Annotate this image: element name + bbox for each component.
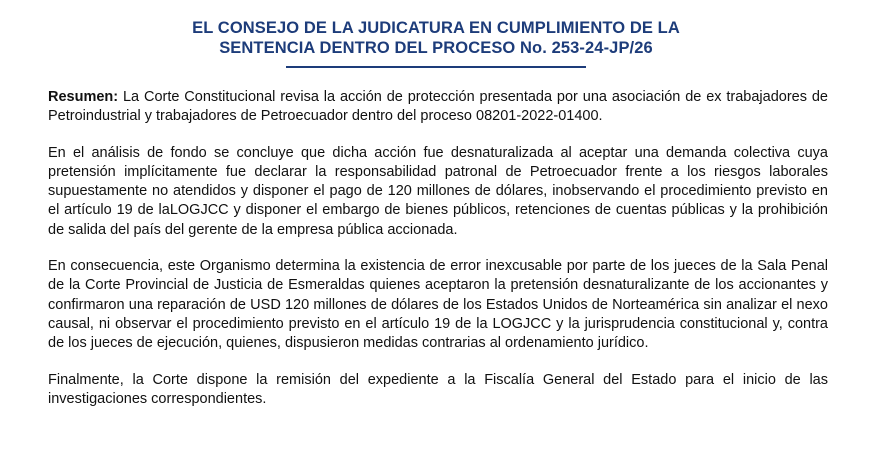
title-line-1: EL CONSEJO DE LA JUDICATURA EN CUMPLIMIENTO DE LA [192, 19, 680, 37]
title-line-2: SENTENCIA DENTRO DEL PROCESO No. 253-24-JP/26 [219, 39, 653, 57]
document-body [48, 88, 828, 426]
summary-paragraph [48, 88, 828, 127]
summary-label: Resumen: [48, 89, 119, 105]
analysis-paragraph: En el análisis de fondo se concluye que dicha acción fue desnaturalizada al aceptar una demanda colectiva cuya pretensión implícitamente fue declarar la responsabilidad patronal de Petroecuador frente a los riesgos laborales supuestamente no atendidos y disponer el pago de 120 millones de dólares, inobservando el procedimiento previsto en el artículo 19 de laLOGJCC y disponer el embargo de bienes públicos, retenciones de cuentas públicas y la prohibición de salida del país del gerente de la empresa pública accionada. [48, 144, 828, 238]
summary-text: La Corte Constitucional revisa la acción de protección presentada por una asociación de ex trabajadores de Petroindustrial y trabajadores de Petroecuador dentro del proceso 08201-2022-01400. [48, 89, 828, 125]
conclusion-paragraph: Finalmente, la Corte dispone la remisión del expediente a la Fiscalía General del Estado para el inicio de las investigaciones correspondientes. [48, 371, 828, 407]
title-divider [286, 66, 586, 68]
consequence-paragraph: En consecuencia, este Organismo determina la existencia de error inexcusable por parte de los jueces de la Sala Penal de la Corte Provincial de Justicia de Esmeraldas quienes aceptaron la pretensión desnaturalizante de los accionantes y confirmaron una reparación de USD 120 millones de dólares de los Estados Unidos de Norteamérica sin analizar el nexo causal, ni observar el procedimiento previsto en el artículo 19 de la LOGJCC y la jurisprudencia constitucional y, contra de los jueces de ejecución, quienes, dispusieron medidas contrarias al ordenamiento jurídico. [48, 258, 828, 352]
document-title [0, 18, 872, 58]
document-header [0, 18, 872, 68]
